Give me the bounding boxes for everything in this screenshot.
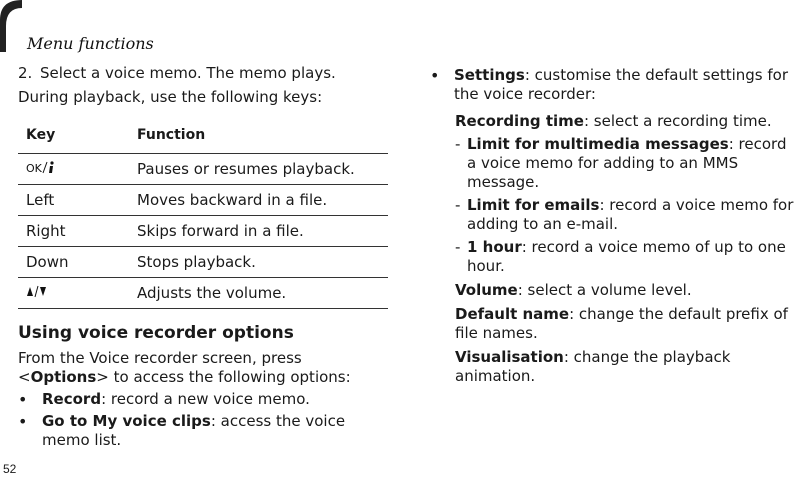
section-heading: Using voice recorder options xyxy=(18,323,294,343)
page-number: 52 xyxy=(3,462,17,476)
volume-up-down-icon xyxy=(26,284,48,302)
key-cell: Down xyxy=(18,247,129,278)
right-column xyxy=(430,66,794,386)
table-row xyxy=(18,278,388,309)
function-cell: Pauses or resumes playback. xyxy=(129,154,388,185)
key-cell: Left xyxy=(18,185,129,216)
list-item: • Record: record a new voice memo. xyxy=(18,390,310,409)
key-cell xyxy=(18,278,129,309)
list-item: • Go to My voice clips: access the voice memo list. xyxy=(18,412,346,449)
svg-text:OK: OK xyxy=(26,162,42,174)
function-cell: Adjusts the volume. xyxy=(129,278,388,309)
function-cell: Moves backward in a file. xyxy=(129,185,388,216)
playback-intro: During playback, use the following keys: xyxy=(18,88,323,106)
option-volume: Volume: select a volume level. xyxy=(455,281,692,299)
options-paragraph: From the Voice recorder screen, press <Options> to access the following options: xyxy=(18,349,351,386)
key-cell: Right xyxy=(18,216,129,247)
options-key-label: Options xyxy=(30,368,97,386)
table-row xyxy=(18,216,388,247)
table-header-row xyxy=(18,121,388,154)
function-cell: Skips forward in a file. xyxy=(129,216,388,247)
table-row xyxy=(18,247,388,278)
header-key: Key xyxy=(18,121,129,154)
step-text: Select a voice memo. The memo plays. xyxy=(40,64,336,82)
list-item: - 1 hour: record a voice memo of up to one hour. xyxy=(455,238,786,275)
option-recording-time: Recording time: select a recording time. xyxy=(455,112,772,130)
keys-table xyxy=(18,121,388,309)
list-item: - Limit for multimedia messages: record a voice memo for adding to an MMS message. xyxy=(455,135,787,191)
list-item: - Limit for emails: record a voice memo for adding to an e-mail. xyxy=(455,196,794,233)
bullet-icon: • xyxy=(18,412,28,431)
list-item: • Settings: customise the default settings for the voice recorder: xyxy=(430,66,788,103)
function-cell: Stops playback. xyxy=(129,247,388,278)
table-row xyxy=(18,154,388,185)
option-default-name: Default name: change the default prefix of file names. xyxy=(455,305,788,342)
ok-i-key-icon xyxy=(26,160,56,178)
header-function: Function xyxy=(129,121,388,154)
table-row xyxy=(18,185,388,216)
section-title: Menu functions xyxy=(27,34,154,53)
key-cell xyxy=(18,154,129,185)
bullet-icon: • xyxy=(18,390,28,409)
option-visualisation: Visualisation: change the playback animation. xyxy=(455,348,731,385)
left-column xyxy=(18,64,388,450)
step-item xyxy=(18,64,388,83)
step-number: 2. xyxy=(18,64,33,82)
header-bar-graphic xyxy=(0,0,22,52)
bullet-icon: • xyxy=(430,66,440,85)
